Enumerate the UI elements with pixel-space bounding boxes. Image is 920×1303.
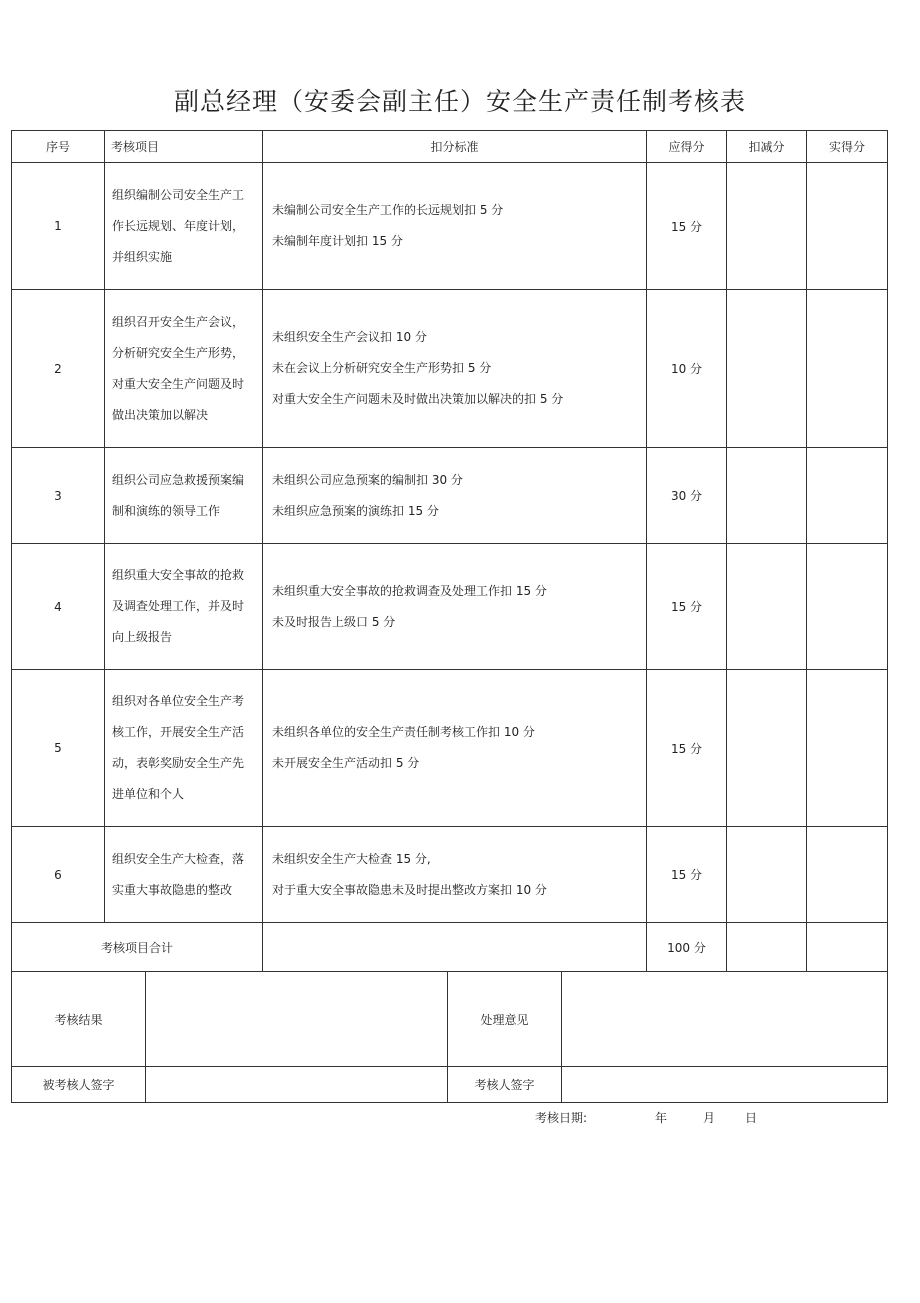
total-label: 考核项目合计 [12,923,263,972]
row-seq: 5 [12,670,105,827]
row-standard [263,544,647,670]
total-standard-cell [263,923,647,972]
table-row [12,448,888,544]
row-standard [263,827,647,923]
header-seq: 序号 [12,131,105,163]
opinion-field[interactable] [562,972,888,1067]
date-label: 考核日期: [535,1111,588,1125]
assessee-sign-field[interactable] [146,1067,448,1103]
row-item: 组织公司应急救援预案编制和演练的领导工作 [105,448,263,544]
row-item: 组织安全生产大检查，落实重大事故隐患的整改 [105,827,263,923]
total-actual-cell [807,923,888,972]
result-table [11,971,888,1103]
row-deduct[interactable] [727,670,807,827]
row-due: 15 分 [647,544,727,670]
row-item: 组织召开安全生产会议，分析研究安全生产形势，对重大安全生产问题及时做出决策加以解决 [105,290,263,448]
row-deduct[interactable] [727,448,807,544]
row-deduct[interactable] [727,544,807,670]
row-due: 15 分 [647,670,727,827]
row-seq: 1 [12,163,105,290]
row-item: 组织对各单位安全生产考核工作，开展安全生产活动，表彰奖励安全生产先进单位和个人 [105,670,263,827]
row-actual[interactable] [807,670,888,827]
standard-line: 未组织公司应急预案的编制扣 30 分 [272,472,463,487]
table-row [12,290,888,448]
row-actual[interactable] [807,544,888,670]
row-deduct[interactable] [727,290,807,448]
result-field[interactable] [146,972,448,1067]
header-row [12,131,888,163]
assessment-table [11,130,888,972]
header-due: 应得分 [647,131,727,163]
total-deduct-cell [727,923,807,972]
date-year: 年 [655,1111,668,1125]
row-standard [263,670,647,827]
opinion-label: 处理意见 [448,972,562,1067]
row-item: 组织编制公司安全生产工作长远规划、年度计划，并组织实施 [105,163,263,290]
date-month: 月 [703,1111,716,1125]
row-due: 30 分 [647,448,727,544]
result-label: 考核结果 [12,972,146,1067]
row-actual[interactable] [807,448,888,544]
standard-line: 未编制年度计划扣 15 分 [272,234,403,248]
standard-line: 未组织重大安全事故的抢救调查及处理工作扣 15 分 [272,583,547,598]
assessee-sign-label: 被考核人签字 [12,1067,146,1103]
standard-line: 未组织安全生产大检查 15 分, [272,851,431,866]
standard-line: 未及时报告上级口 5 分 [272,614,396,629]
row-due: 15 分 [647,827,727,923]
table-row [12,163,888,290]
row-due: 15 分 [647,163,727,290]
standard-line: 未组织各单位的安全生产责任制考核工作扣 10 分 [272,725,535,739]
row-deduct[interactable] [727,163,807,290]
header-deduct: 扣减分 [727,131,807,163]
total-row [12,923,888,972]
standard-line: 未开展安全生产活动扣 5 分 [272,756,420,770]
table-row [12,544,888,670]
standard-line: 未组织应急预案的演练扣 15 分 [272,503,439,518]
header-actual: 实得分 [807,131,888,163]
date-day: 日 [745,1111,758,1125]
row-standard [263,448,647,544]
row-seq: 2 [12,290,105,448]
total-due: 100 分 [647,923,727,972]
row-actual[interactable] [807,827,888,923]
header-standard: 扣分标准 [263,131,647,163]
row-item: 组织重大安全事故的抢救及调查处理工作，并及时向上级报告 [105,544,263,670]
row-seq: 4 [12,544,105,670]
row-seq: 3 [12,448,105,544]
standard-line: 未编制公司安全生产工作的长远规划扣 5 分 [272,203,504,217]
row-actual[interactable] [807,290,888,448]
standard-line: 对重大安全生产问题未及时做出决策加以解决的扣 5 分 [272,392,564,406]
row-actual[interactable] [807,163,888,290]
page-title: 副总经理（安委会副主任）安全生产责任制考核表 [173,87,746,116]
row-standard [263,290,647,448]
row-standard [263,163,647,290]
row-deduct[interactable] [727,827,807,923]
standard-line: 未在会议上分析研究安全生产形势扣 5 分 [272,361,492,375]
row-seq: 6 [12,827,105,923]
assessor-sign-field[interactable] [562,1067,888,1103]
standard-line: 对于重大安全事故隐患未及时提出整改方案扣 10 分 [272,882,547,897]
row-due: 10 分 [647,290,727,448]
table-row [12,827,888,923]
standard-line: 未组织安全生产会议扣 10 分 [272,330,427,344]
table-row [12,670,888,827]
header-item: 考核项目 [105,131,263,163]
assessor-sign-label: 考核人签字 [448,1067,562,1103]
